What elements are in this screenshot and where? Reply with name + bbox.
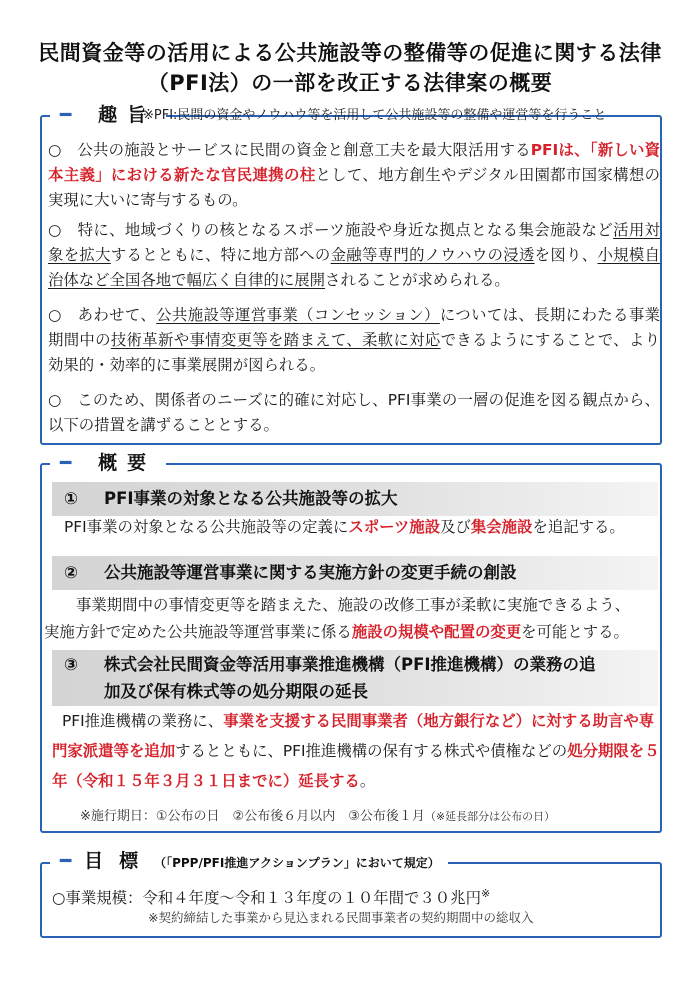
summary-label: ━ 概要 [50,451,166,475]
label-dash-icon: ━ [60,104,72,126]
summary-item-2-heading: ② 公共施設等運営事業に関する実施方針の変更手続の創設 [52,556,658,590]
summary-item-3-text: PFI推進機構の業務に、事業を支援する民間事業者（地方銀行など）に対する助言や専門家派遣等を追加するとともに、PFI推進機構の保有する株式や債権などの処分期限を５年（令和１５年３月３１日までに）延長する。 [52,712,660,790]
purpose-paragraph-1: ○ 公共の施設とサービスに民間の資金と創意工夫を最大限活用するPFIは、「新しい資本主義」における新たな官民連携の柱として、地方創生やデジタル田園都市国家構想の実現に大いに寄与するもの。 [48,141,660,209]
summary-item-3-heading: ③ 株式会社民間資金等活用事業推進機構（PFI推進機構）の業務の追 加及び保有株式等の処分期限の延長 [52,650,658,706]
target-label: ━ 目標（「PPP/PFI推進アクションプラン」において規定） [50,849,448,875]
title-line-2: （PFI法）の一部を改正する法律案の概要 [147,71,553,95]
label-dash-icon: ━ [60,452,72,474]
summary-item-1-text: PFI事業の対象となる公共施設等の定義にスポーツ施設及び集会施設を追記する。 [64,518,625,536]
purpose-paragraph-4: ○ このため、関係者のニーズに的確に対応し、PFI事業の一層の促進を図る観点から、以下の措置を講ずることとする。 [48,391,660,434]
title-line-1: 民間資金等の活用による公共施設等の整備等の促進に関する法律 [38,41,662,65]
purpose-paragraph-3: ○ あわせて、公共施設等運営事業（コンセッション）については、長期にわたる事業期間中の技術革新や事情変更等を踏まえて、柔軟に対応できるようにすることで、より効果的・効率的に事業展開が図られる。 [48,306,660,374]
purpose-paragraph-2: ○ 特に、地域づくりの核となるスポーツ施設や身近な拠点となる集会施設など活用対象を拡大するとともに、特に地方部への金融等専門的ノウハウの浸透を図り、小規模自治体など全国各地で幅広く自律的に展開されることが求められる。 [48,221,660,289]
effective-date-note: ※施行期日：①公布の日 ②公布後６月以内 ③公布後１月（※延長部分は公布の日） [80,809,556,824]
target-footnote: ※契約締結した事業から見込まれる民間事業者の契約期間中の総収入 [148,910,534,925]
summary-item-1-heading: ① PFI事業の対象となる公共施設等の拡大 [52,482,658,516]
target-line: ○事業規模：令和４年度～令和１３年度の１０年間で３０兆円※ [52,887,491,908]
purpose-label: ━ 趣旨 [50,103,166,127]
pfi-definition-note: ※PFI:民間の資金やノウハウ等を活用して公共施設等の整備や運営等を行うこと [143,108,607,123]
summary-item-2-text: 事業期間中の事情変更等を踏まえた、施設の改修工事が柔軟に実施できるよう、 実施方針で定めた公共施設等運営事業に係る施設の規模や配置の変更を可能とする。 [44,596,631,641]
page-title [0,38,700,98]
label-dash-icon: ━ [60,850,72,872]
